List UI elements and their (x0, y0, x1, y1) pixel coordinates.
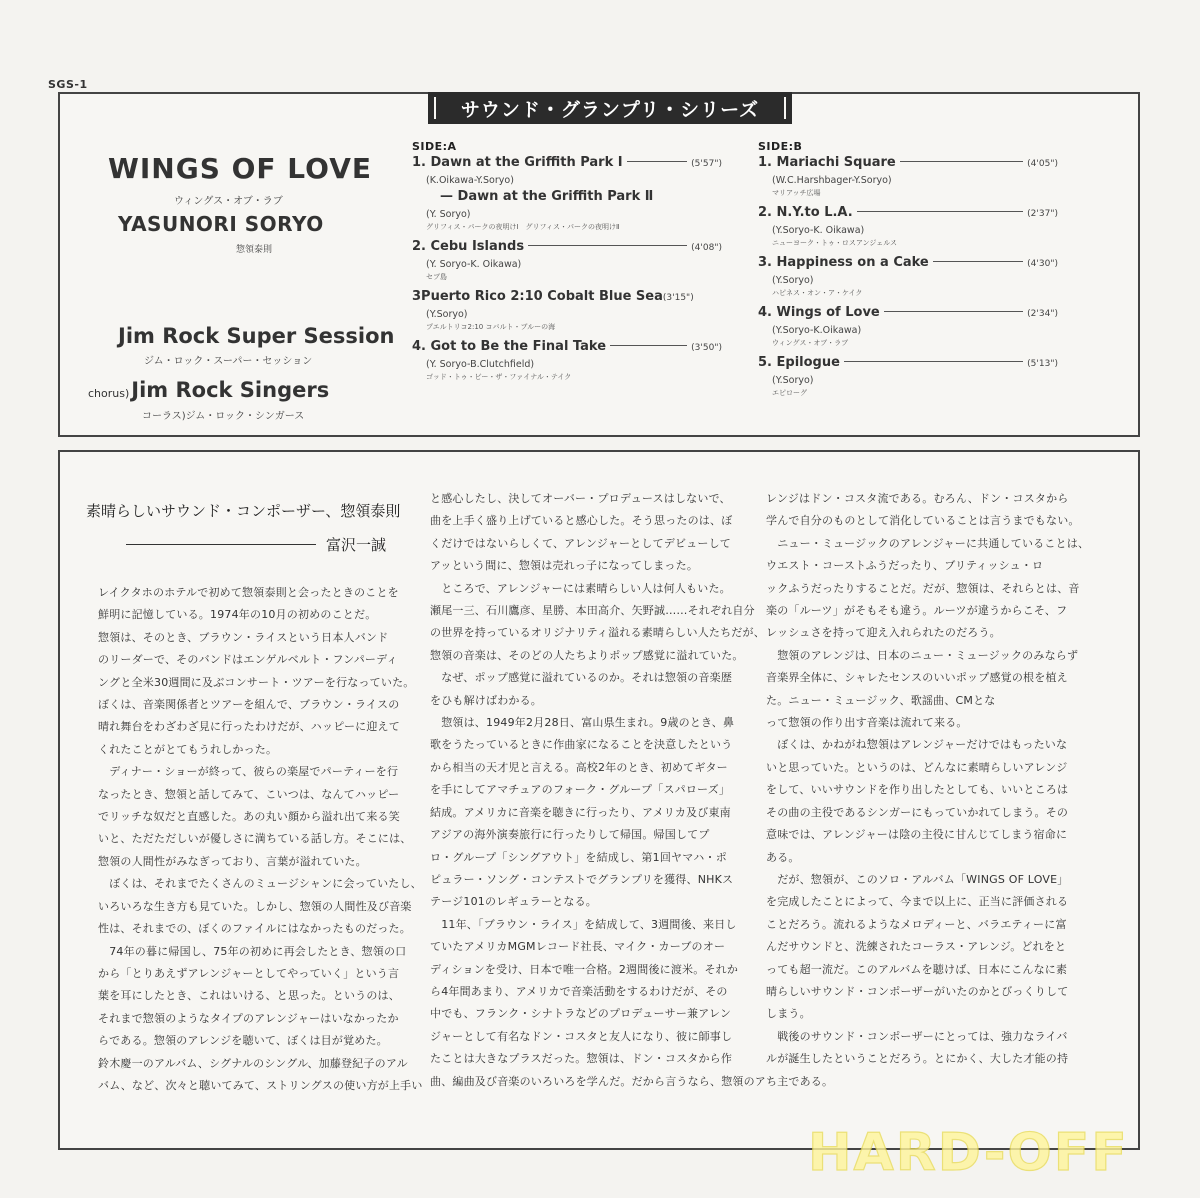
track-credit: (Y. Soryo-B.Clutchfield) (426, 359, 535, 370)
track-time: (4'08") (691, 243, 722, 253)
track-time: (3'50") (691, 343, 722, 353)
side-a (412, 140, 722, 389)
artist-name: YASUNORI SORYO (118, 212, 324, 236)
track-credit: (Y.Soryo) (772, 275, 814, 286)
track-kana: プエルトリコ2:10 コバルト・ブルーの海 (426, 323, 556, 331)
track-title: 5. Epilogue (758, 355, 840, 370)
track-time: (2'37") (1027, 209, 1058, 219)
catalog-number: SGS-1 (48, 78, 88, 91)
track-time: (4'05") (1027, 159, 1058, 169)
liner-notes-panel (58, 450, 1140, 1150)
session-band: Jim Rock Super Session (118, 324, 395, 348)
track-title: 1. Mariachi Square (758, 155, 896, 170)
album-title: WINGS OF LOVE (108, 152, 373, 185)
track (758, 155, 1058, 198)
author-rule (126, 544, 316, 545)
track-credit: (Y.Soryo) (426, 309, 468, 320)
side-a-label: SIDE:A (412, 140, 457, 153)
essay-author-name: 富沢一誠 (326, 536, 387, 554)
side-b (758, 140, 1058, 405)
track (412, 339, 722, 382)
track-time: (5'57") (691, 159, 722, 169)
track-kana: セブ島 (426, 273, 447, 281)
chorus-kana: コーラス)ジム・ロック・シンガース (142, 411, 305, 422)
track-title: 3Puerto Rico 2:10 Cobalt Blue Sea (412, 289, 663, 304)
chorus-credit (88, 378, 329, 402)
track-time: (3'15") (662, 293, 694, 303)
watermark-text: HARD-OFF (808, 1123, 1129, 1180)
track-kana: ウィングス・オブ・ラブ (772, 339, 849, 347)
essay-column-2: と感心したし、決してオーバー・プロデュースはしないで、 曲を上手く盛り上げていると感心した。そう思ったのは、ぼ くだけではないらしくて、アレンジャーとしてデビューして アッという間に、惣領は売れっ子になってしまった。 ところで、アレンジャーには素晴らしい人は何人もいた。 瀬尾一三、石川鷹彦、星勝、本田高介、矢野誠……それぞれ自分 の世界を持っているオリジナリティ溢れる素晴らしい人たちだが、 惣領の音楽は、そのどの人たちよりポップ感覚に溢れていた。 なぜ、ポップ感覚に溢れているのか。それは惣領の音楽歴 をひも解けばわかる。 惣領は、1949年2月28日、富山県生まれ。9歳のとき、鼻 歌をうたっているときに作曲家になることを決意したという から相当の天才児と言える。高校2年のとき、初めてギター を手にしてアマチュアのフォーク・グループ「スパローズ」 結成。アメリカに音楽を聴きに行ったり、アメリカ及び東南 アジアの海外演奏旅行に行ったりして帰国。帰国してプ ロ・グループ「シングアウト」を結成し、第1回ヤマハ・ポ ピュラー・ソング・コンテストでグランプリを獲得、NHKス テージ101のレギュラーとなる。 11年、「ブラウン・ライス」を結成して、3週間後、来日し ていたアメリカMGMレコード社長、マイク・カーブのオー ディションを受け、日本で唯一合格。2週間後に渡米。それか ら4年間あまり、アメリカで音楽活動をするわけだが、その 中でも、フランク・シナトラなどのプロデューサー兼アレン ジャーとして有名なドン・コスタと友人になり、彼に師事し たことは大きなプラスだった。惣領は、ドン・コスタから作 曲、編曲及び音楽のいろいろを学んだ。だから言うなら、惣領のア (430, 492, 766, 1088)
tracklist-panel (58, 92, 1140, 437)
essay-column-1: レイクタホのホテルで初めて惣領泰則と会ったときのことを 鮮明に記憶している。1974年の10月の初めのことだ。 惣領は、そのとき、ブラウン・ライスという日本人バンド のリーダーで、そのバンドはエンゲルベルト・フンパーディ ングと全米30週間に及ぶコンサート・ツアーを行なっていた。 ぼくは、音楽関係者とツアーを組んで、ブラウン・ライスの 晴れ舞台をわざわざ見に行ったわけだが、ハッピーに迎えて くれたことがとてもうれしかった。 ディナー・ショーが終って、彼らの楽屋でパーティーを行 なったとき、惣領と話してみて、こいつは、なんてハッピー でリッチな奴だと直感した。あの丸い顔から溢れ出て来る笑 いと、ただただしいが優しさに満ちている話し方。そこには、 惣領の人間性がみなぎっており、言葉が溢れていた。 ぼくは、それまでたくさんのミュージシャンに会っていたし、 いろいろな生き方も見ていた。しかし、惣領の人間性及び音楽 性は、それまでの、ぼくのファイルにはなかったものだった。 74年の暮に帰国し、75年の初めに再会したとき、惣領の口 から「とりあえずアレンジャーとしてやっていく」という言 葉を耳にしたとき、これはいける、と思った。というのは、 それまで惣領のようなタイプのアレンジャーはいなかったか らである。惣領のアレンジを聴いて、ぼくは目が覚めた。 鈴木慶一のアルバム、シグナルのシングル、加藤登紀子のアル バム、など、次々と聴いてみて、ストリングスの使い方が上手い (98, 586, 423, 1092)
track-credit: (W.C.Harshbager-Y.Soryo) (772, 175, 892, 186)
track-kana: ハピネス・オン・ア・ケイク (772, 289, 863, 297)
track (412, 239, 722, 282)
track-credit: (Y. Soryo-K. Oikawa) (426, 259, 522, 270)
track-subtitle: — Dawn at the Griffith Park Ⅱ (440, 189, 654, 204)
track-kana: エピローグ (772, 389, 807, 397)
album-title-kana: ウィングス・オブ・ラブ (174, 196, 283, 207)
track-title: 2. Cebu Islands (412, 239, 525, 254)
track-kana: ゴッド・トゥ・ビー・ザ・ファイナル・テイク (426, 373, 572, 381)
track (412, 155, 722, 232)
track-time: (5'13") (1027, 359, 1058, 369)
track-kana: ニューヨーク・トゥ・ロスアンジェルス (772, 239, 898, 247)
track-title: 2. N.Y.to L.A. (758, 205, 853, 220)
track (758, 355, 1058, 398)
track-title: 3. Happiness on a Cake (758, 255, 929, 270)
track-time: (2'34") (1027, 309, 1058, 319)
track-title: 4. Wings of Love (758, 305, 880, 320)
track-credit: (Y.Soryo-K. Oikawa) (772, 225, 865, 236)
track (758, 305, 1058, 348)
track-subcredit: (Y. Soryo) (426, 209, 471, 220)
side-b-label: SIDE:B (758, 140, 803, 153)
track-credit: (Y.Soryo) (772, 375, 814, 386)
track (412, 289, 722, 332)
track (758, 205, 1058, 248)
essay-title: 素晴らしいサウンド・コンポーザー、惣領泰則 (86, 502, 401, 520)
session-band-kana: ジム・ロック・スーパー・セッション (144, 356, 313, 367)
track-kana: グリフィス・パークの夜明けⅠ グリフィス・パークの夜明けⅡ (426, 223, 620, 231)
track-title: 1. Dawn at the Griffith Park Ⅰ (412, 155, 623, 170)
essay-author (126, 534, 386, 555)
track-title: 4. Got to Be the Final Take (412, 339, 607, 354)
chorus-name: Jim Rock Singers (131, 378, 330, 402)
essay-column-3: レンジはドン・コスタ流である。むろん、ドン・コスタから 学んで自分のものとして消化していることは言うまでもない。 ニュー・ミュージックのアレンジャーに共通していることは、 ウエスト・コーストふうだったり、ブリティッシュ・ロ ックふうだったりすることだ。だが、惣領は、それらとは、音 楽の「ルーツ」がそもそも違う。ルーツが違うからこそ、フ レッシュさを持って迎え入れられたのだろう。 惣領のアレンジは、日本のニュー・ミュージックのみならず 音楽界全体に、シャレたセンスのいいポップ感覚の根を植え た。ニュー・ミュージック、歌謡曲、CMとな って惣領の作り出す音楽は流れて来る。 ぼくは、かねがね惣領はアレンジャーだけではもったいな いと思っていた。というのは、どんなに素晴らしいアレンジ をして、いいサウンドを作り出したとしても、いいところは その曲の主役であるシンガーにもっていかれてしまう。その 意味では、アレンジャーは陰の主役に甘んじてしまう宿命に ある。 だが、惣領が、このソロ・アルバム「WINGS OF LOVE」 を完成したことによって、今まで以上に、正当に評価される ことだろう。流れるようなメロディーと、バラエティーに富 んだサウンドと、洗練されたコーラス・アレンジ。どれをと っても超一流だ。このアルバムを聴けば、日本にこんなに素 晴らしいサウンド・コンポーザーがいたのかとびっくりして しまう。 戦後のサウンド・コンポーザーにとっては、強力なライバ ルが誕生したということだろう。とにかく、大した才能の持 ち主である。 (766, 492, 1090, 1088)
chorus-prefix: chorus) (88, 387, 130, 400)
artist-name-kanji: 惣領泰則 (236, 245, 273, 255)
track (758, 255, 1058, 298)
series-banner: サウンド・グランプリ・シリーズ (428, 92, 792, 124)
track-time: (4'30") (1027, 259, 1058, 269)
track-credit: (Y.Soryo-K.Oikawa) (772, 325, 862, 336)
watermark-logo (800, 1118, 1180, 1180)
track-credit: (K.Oikawa-Y.Soryo) (426, 175, 514, 186)
track-kana: マリアッチ広場 (772, 189, 821, 197)
